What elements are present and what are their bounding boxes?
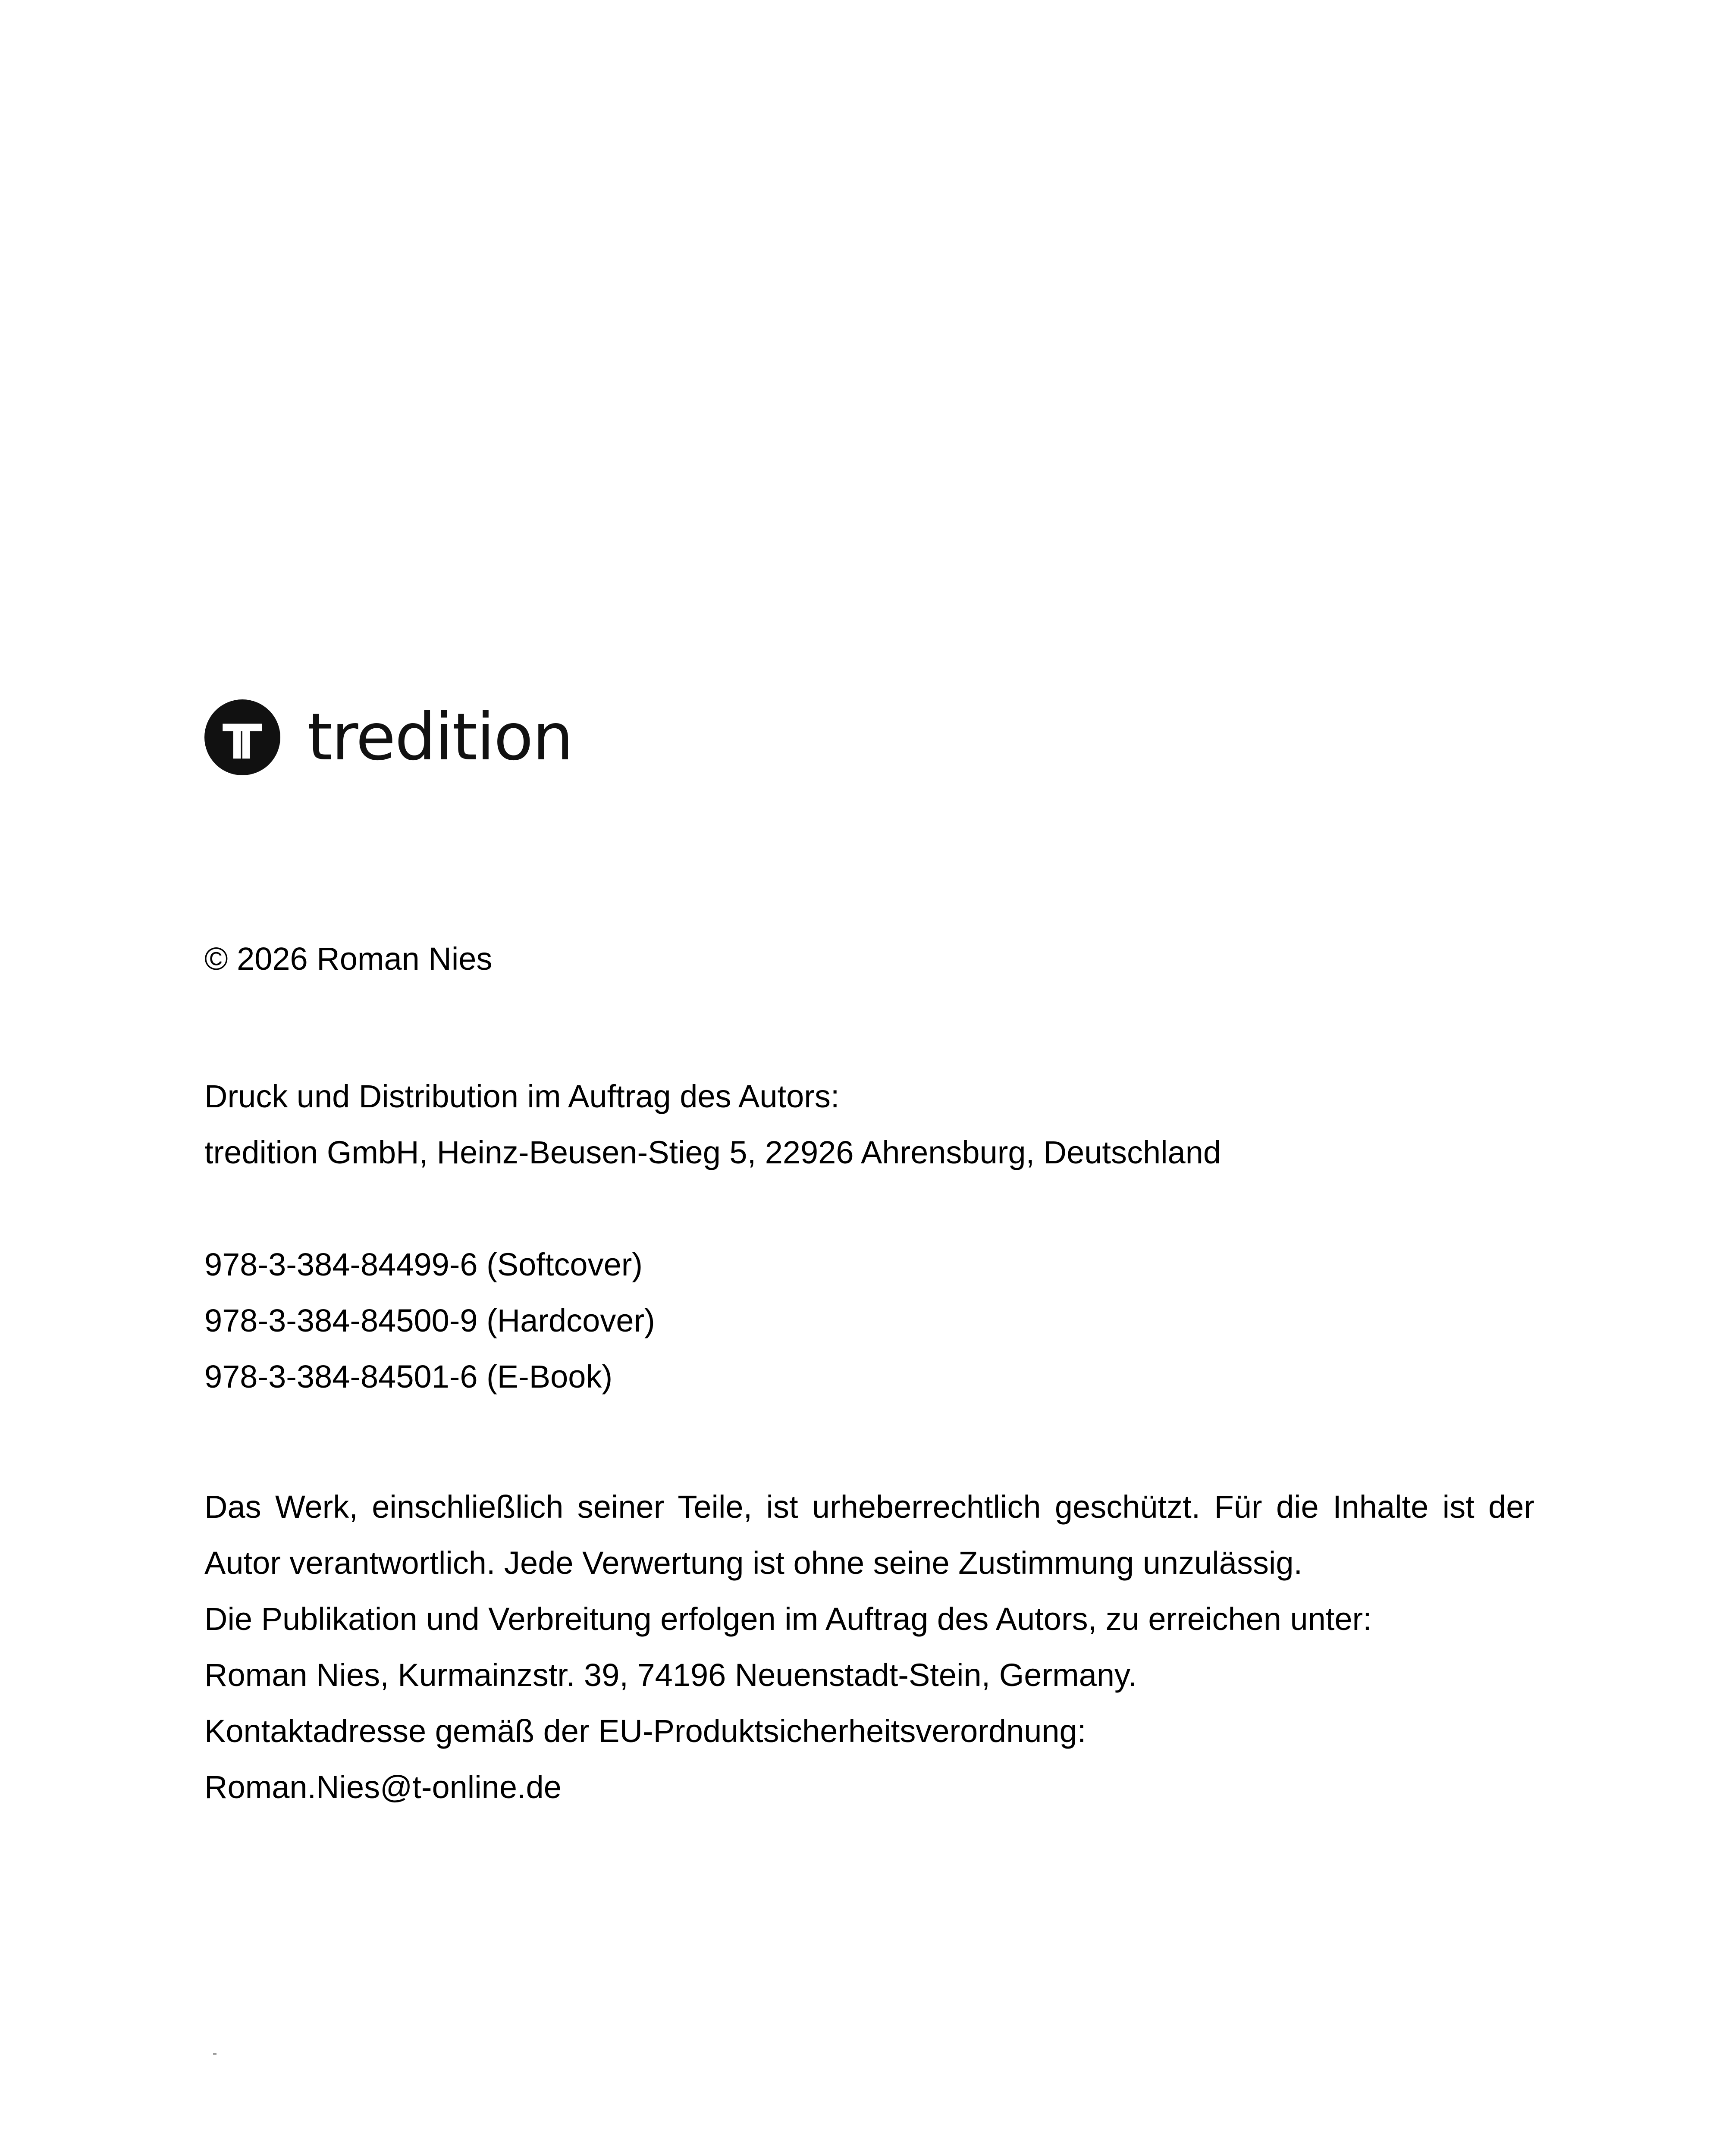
copyright-notice: © 2026 Roman Nies [204, 941, 493, 977]
isbn-ebook: 978-3-384-84501-6 (E-Book) [204, 1359, 613, 1395]
contact-email: Roman.Nies@t-online.de [204, 1769, 562, 1805]
legal-line-5: Kontaktadresse gemäß der EU-Produktsicherheitsverordnung: [204, 1713, 1086, 1749]
publisher-logo [204, 699, 573, 776]
tredition-logo-icon [204, 699, 280, 775]
legal-line-4: Roman Nies, Kurmainzstr. 39, 74196 Neuenstadt-Stein, Germany. [204, 1657, 1137, 1693]
legal-line-1: Das Werk, einschließlich seiner Teile, ist urheberrechtlich geschützt. Für die Inhalte ist der [204, 1489, 1534, 1525]
printing-info [204, 1069, 1221, 1181]
isbn-list [204, 1237, 655, 1405]
isbn-softcover: 978-3-384-84499-6 (Softcover) [204, 1247, 643, 1282]
printing-line-2: tredition GmbH, Heinz-Beusen-Stieg 5, 22926 Ahrensburg, Deutschland [204, 1134, 1221, 1170]
legal-notice [204, 1479, 1534, 1815]
logo-wordmark: tredition [307, 700, 573, 775]
printing-line-1: Druck und Distribution im Auftrag des Autors: [204, 1078, 840, 1114]
legal-line-3: Die Publikation und Verbreitung erfolgen im Auftrag des Autors, zu erreichen unter: [204, 1601, 1372, 1637]
legal-line-2: Autor verantwortlich. Jede Verwertung ist ohne seine Zustimmung unzulässig. [204, 1545, 1303, 1581]
isbn-hardcover: 978-3-384-84500-9 (Hardcover) [204, 1303, 655, 1338]
page-mark [213, 2053, 216, 2055]
